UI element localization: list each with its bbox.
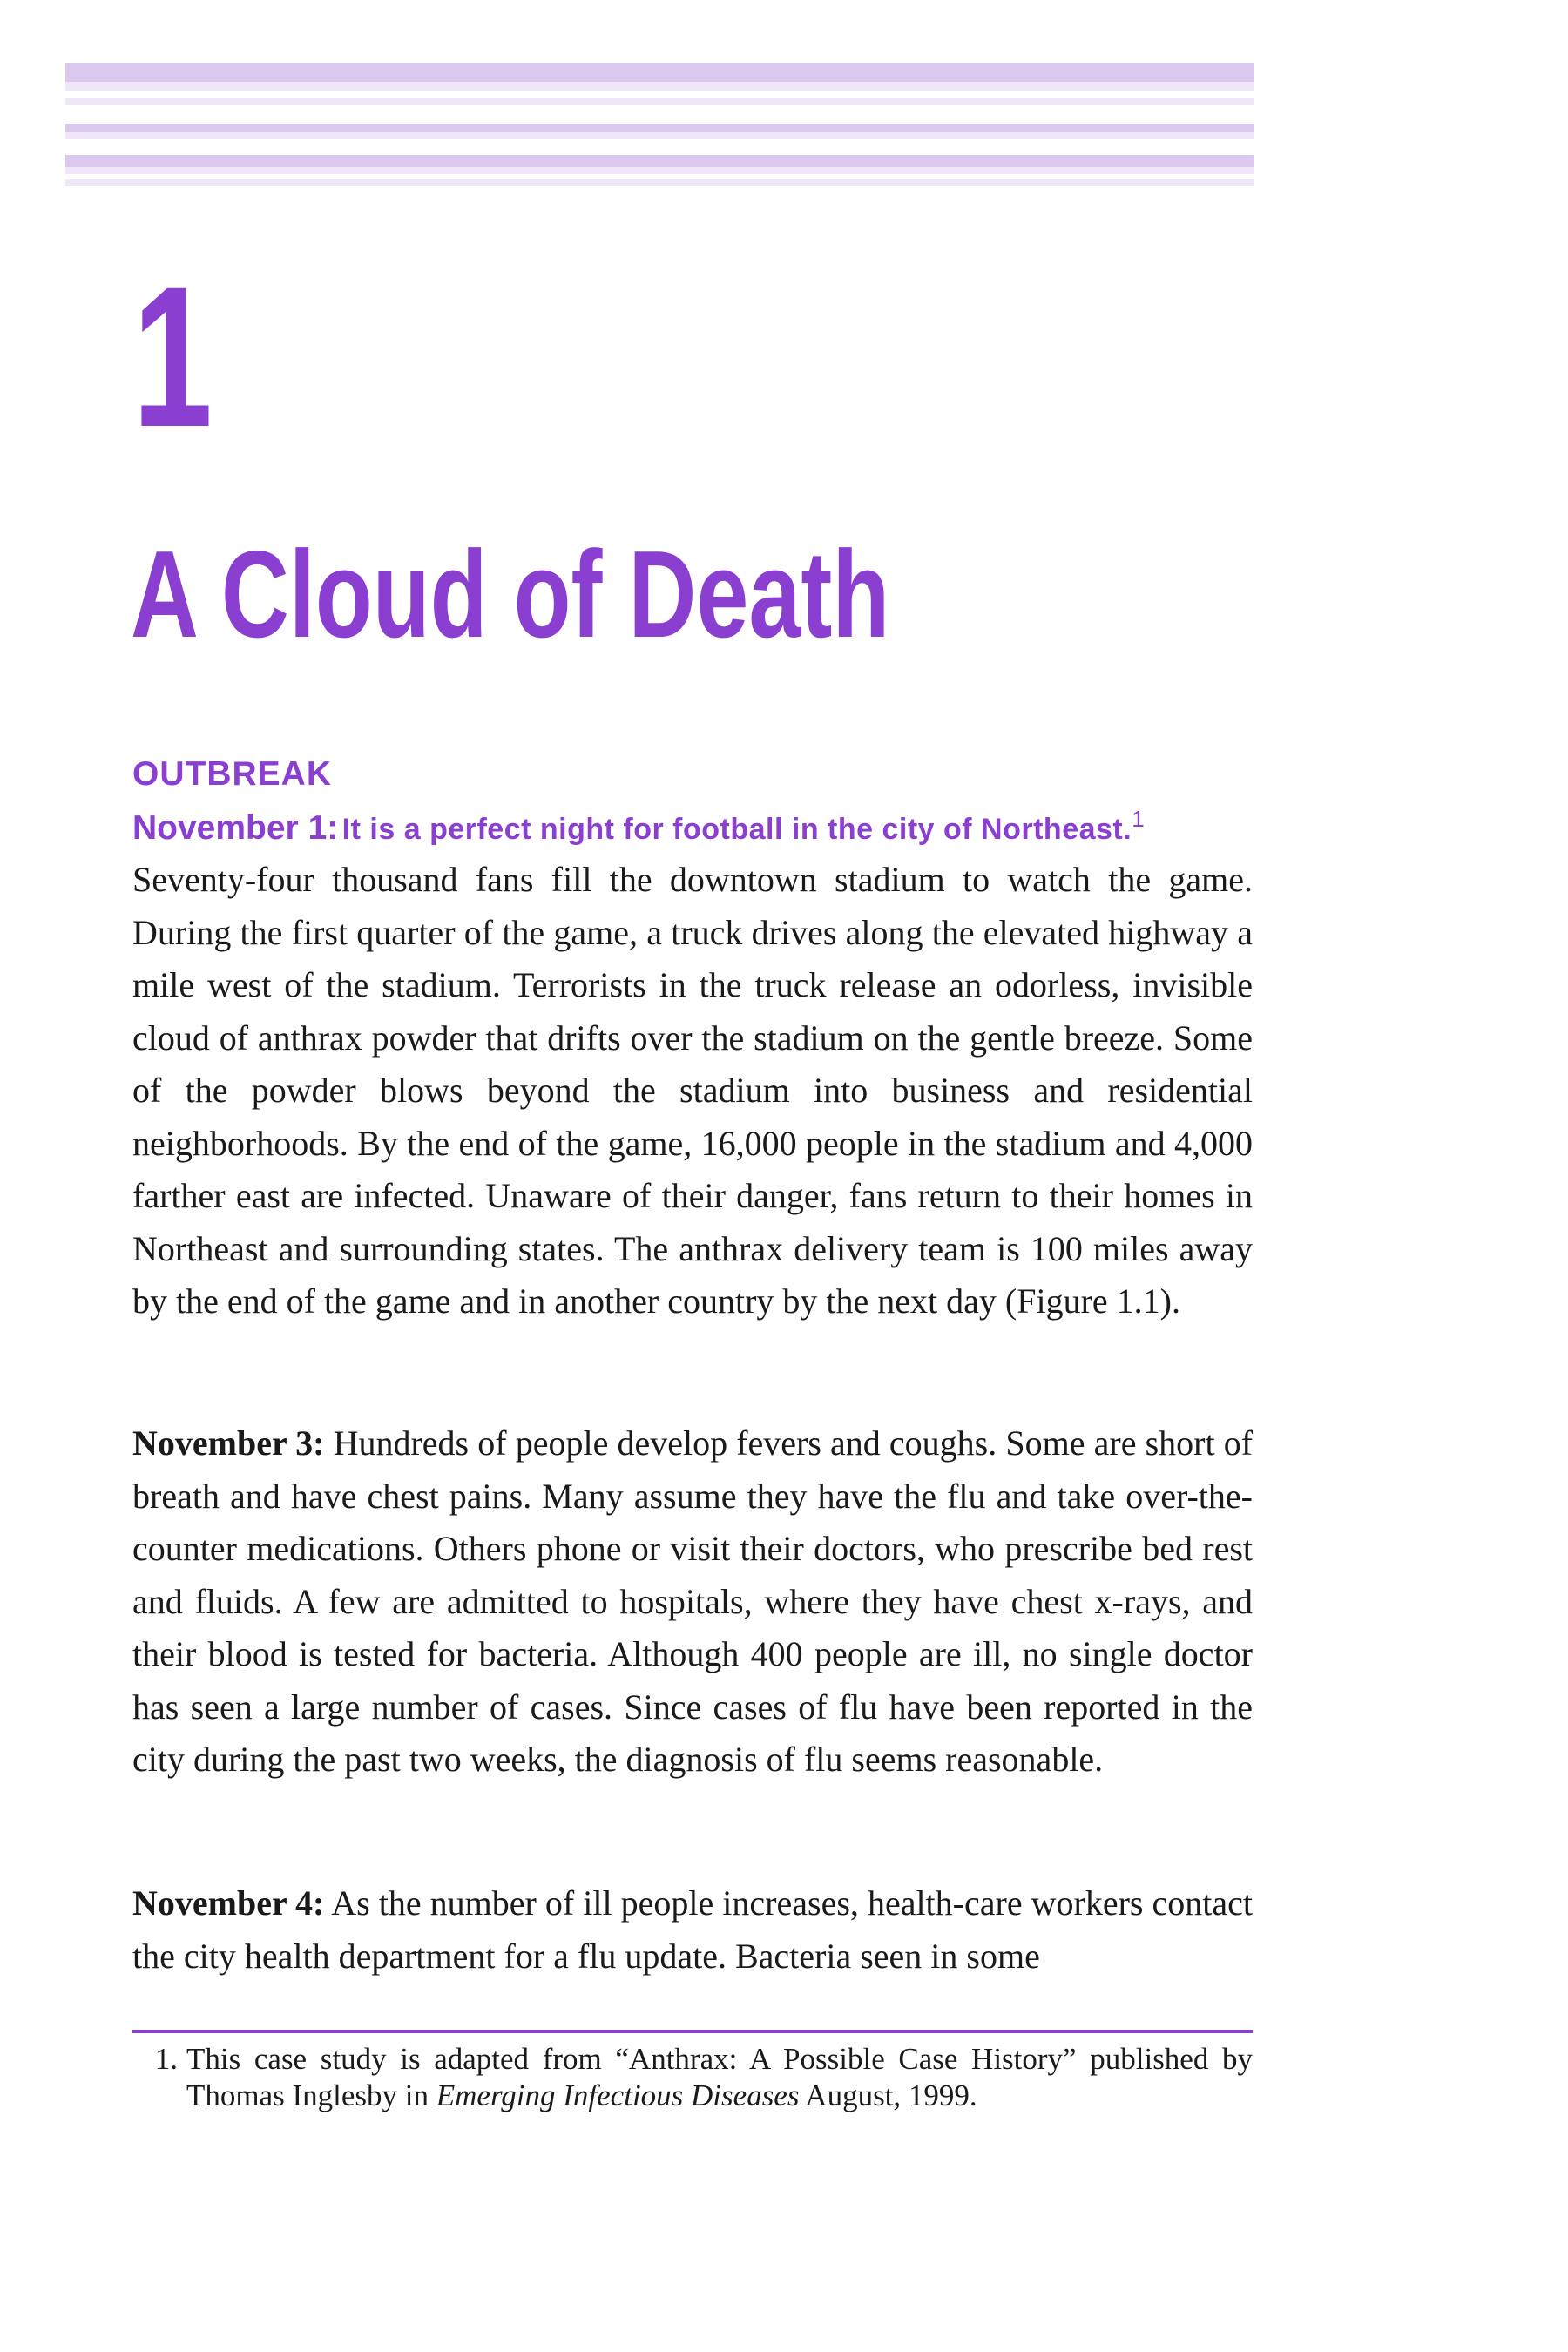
footnote [132, 2041, 1253, 2114]
footnote-divider [132, 2030, 1253, 2033]
paragraph-text: As the number of ill people increases, health-care workers contact the city health department for a flu update. Bacteria seen in some [132, 1883, 1254, 1976]
header-stripe [65, 179, 1254, 186]
footnote-body [186, 2041, 1253, 2114]
header-stripe [65, 132, 1254, 139]
header-stripe-band [65, 63, 1254, 189]
header-stripe [65, 82, 1254, 91]
footnote-ref[interactable]: 1 [1132, 806, 1145, 832]
lead-text: It is a perfect night for football in the city of Northeast. [341, 813, 1132, 846]
paragraph-november-3 [132, 1417, 1253, 1787]
lead-line [132, 806, 1145, 848]
footnote-text-end: August, 1999. [799, 2078, 977, 2112]
header-stripe [65, 155, 1254, 167]
paragraph-text: Hundreds of people develop fevers and coughs. Some are short of breath and have chest pains. Many assume they have the flu and take over-the-counter medications. Others phone or visit their doctors, who prescribe bed rest and fluids. A few are admitted to hospitals, where they have chest x-rays, and their blood is tested for bacteria. Although 400 people are ill, no single doctor has seen a large number of cases. Since cases of flu have been reported in the city during the past two weeks, the diagnosis of flu seems reasonable. [132, 1423, 1254, 1779]
header-stripe [65, 63, 1254, 82]
paragraph-date: November 3: [132, 1423, 325, 1463]
chapter-number: 1 [132, 245, 213, 469]
paragraph-november-1: Seventy-four thousand fans fill the downtown stadium to watch the game. During the first quarter of the game, a truck drives along the elevated highway a mile west of the stadium. Terrorists in the truck release an odorless, invisible cloud of anthrax powder that drifts over the stadium on the gentle breeze. Some of the powder blows beyond the stadium into business and residential neighborhoods. By the end of the game, 16,000 people in the stadium and 4,000 farther east are infected. Unaware of their danger, fans return to their homes in Northeast and surrounding states. The anthrax delivery team is 100 miles away by the end of the game and in another country by the next day (Figure 1.1). [132, 860, 1253, 1321]
section-heading: OUTBREAK [132, 755, 332, 793]
lead-date: November 1: [132, 809, 339, 847]
header-stripe [65, 167, 1254, 174]
header-stripe [65, 124, 1254, 132]
footnote-journal: Emerging Infectious Diseases [436, 2078, 800, 2112]
paragraph-date: November 4: [132, 1883, 325, 1923]
footnote-text: This case study is adapted from “Anthrax: A Possible Case History” published by Thomas Inglesby in [186, 2042, 1253, 2112]
footnote-number: 1. [154, 2042, 178, 2076]
header-stripe [65, 98, 1254, 105]
paragraph-november-4 [132, 1877, 1253, 1983]
chapter-title: A Cloud of Death [131, 525, 890, 664]
